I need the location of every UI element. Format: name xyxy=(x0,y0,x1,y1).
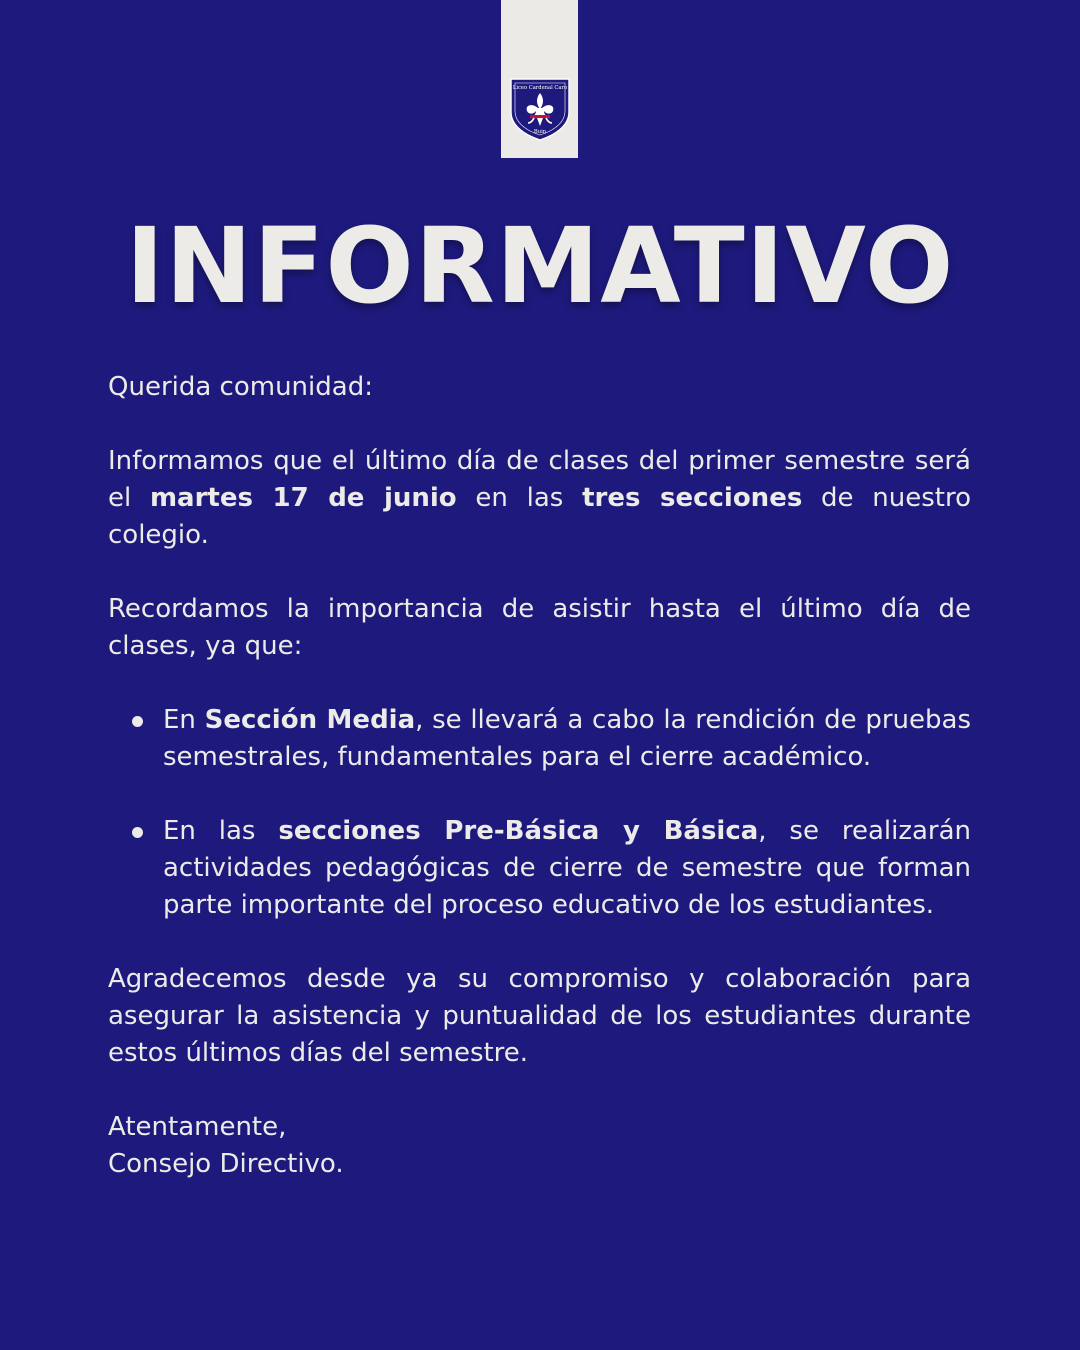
crest-text-top: Liceo Cardenal Caro xyxy=(512,85,568,91)
signature: Consejo Directivo. xyxy=(108,1149,344,1179)
paragraph-last-day-text-1: Informamos que el último día de clases del primer semestre será el xyxy=(108,446,971,513)
paragraph-last-day xyxy=(108,443,971,554)
paragraph-last-day-text-3: de nuestro colegio. xyxy=(108,483,972,550)
bullet-text: En las xyxy=(163,816,279,846)
paragraph-thanks: Agradecemos desde ya su compromiso y colaboración para asegurar la asistencia y puntualidad de los estudiantes durante estos últimos días del semestre. xyxy=(108,964,971,1068)
sections-highlight: tres secciones xyxy=(582,483,803,513)
bullet-dot-icon xyxy=(132,716,143,727)
page-title: INFORMATIVO xyxy=(125,205,955,327)
crest-text-bottom: Buin xyxy=(533,129,547,135)
logo-tab xyxy=(501,0,578,158)
closing: Atentamente, xyxy=(108,1112,287,1142)
bullet-text: , se realizarán actividades pedagógicas de cierre de semestre que forman parte importante del proceso educativo de los estudiantes. xyxy=(163,816,972,920)
bullet-text: , se llevará a cabo la rendición de pruebas semestrales, fundamentales para el cierre académico. xyxy=(163,705,971,772)
fleur-de-lis-shield-icon xyxy=(507,76,573,142)
date-highlight: martes 17 de junio xyxy=(149,483,457,513)
bullet-text: En xyxy=(163,705,205,735)
paragraph-importance: Recordamos la importancia de asistir hasta el último día de clases, ya que: xyxy=(108,594,971,661)
bullet-highlight: Sección Media xyxy=(204,705,416,735)
bullet-list xyxy=(108,702,971,924)
paragraph-last-day-text-2: en las xyxy=(456,483,583,513)
list-item xyxy=(108,702,971,776)
list-item xyxy=(108,813,971,924)
bullet-dot-icon xyxy=(132,827,143,838)
greeting: Querida comunidad: xyxy=(108,372,373,402)
bullet-highlight: secciones Pre-Básica y Básica xyxy=(278,816,759,846)
notice-body xyxy=(108,369,971,1183)
